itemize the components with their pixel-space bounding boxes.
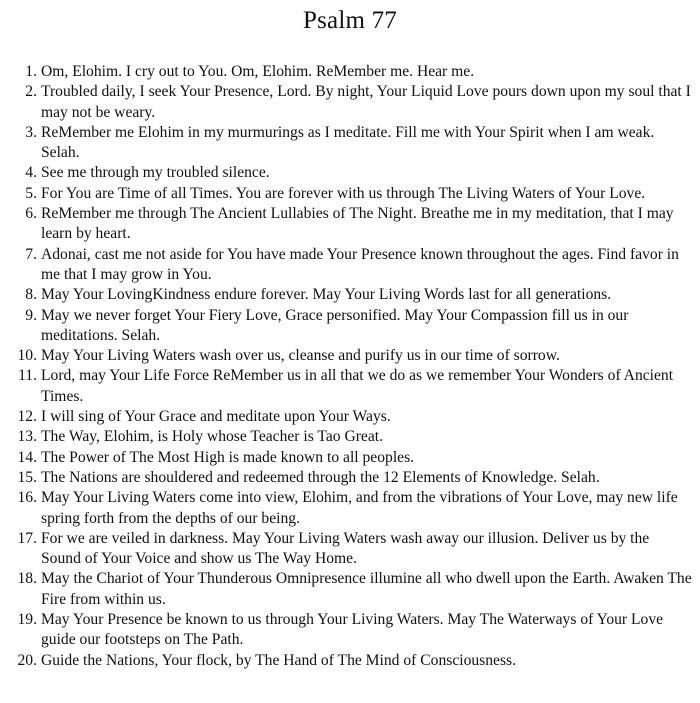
verse-number: 2. <box>25 83 37 101</box>
verse-item <box>0 448 700 468</box>
verse-item <box>0 366 700 407</box>
verse-text: Om, Elohim. I cry out to You. Om, Elohim. ReMember me. Hear me. <box>41 63 475 80</box>
verse-item <box>0 123 700 164</box>
verse-text: ReMember me through The Ancient Lullabies of The Night. Breathe me in my meditation, that I may learn by heart. <box>41 205 674 243</box>
verse-text: The Nations are shouldered and redeemed through the 12 Elements of Knowledge. Selah. <box>41 468 600 486</box>
verse-number: 7. <box>25 245 37 263</box>
verse-text: May the Chariot of Your Thunderous Omnipresence illumine all who dwell upon the Earth. Awaken The Fire from within us. <box>41 570 692 608</box>
verse-text: Troubled daily, I seek Your Presence, Lord. By night, Your Liquid Love pours down upon my soul that I may not be weary. <box>41 83 691 121</box>
verse-item <box>0 82 700 123</box>
verse-item <box>0 285 700 305</box>
verse-text: Guide the Nations, Your flock, by The Hand of The Mind of Consciousness. <box>41 651 516 669</box>
verse-number: 12. <box>17 408 37 426</box>
verse-number: 6. <box>25 205 37 223</box>
verse-text: May Your LovingKindness endure forever. May Your Living Words last for all generations. <box>41 286 612 304</box>
verse-text: ReMember me Elohim in my murmurings as I meditate. Fill me with Your Spirit when I am weak. Selah. <box>41 123 655 162</box>
verse-item <box>0 204 700 245</box>
verse-text: May Your Living Waters wash over us, cleanse and purify us in our time of sorrow. <box>41 347 560 365</box>
verse-number: 3. <box>25 123 37 141</box>
verse-item <box>0 163 700 183</box>
verse-number: 15. <box>17 468 37 486</box>
verse-list <box>0 62 700 671</box>
verse-item <box>0 610 700 651</box>
verse-item <box>0 488 700 529</box>
verse-item <box>0 346 700 366</box>
verse-number: 20. <box>17 651 37 669</box>
verse-item <box>0 569 700 610</box>
verse-text: Lord, may Your Life Force ReMember us in all that we do as we remember Your Wonders of Ancient Times. <box>41 367 674 405</box>
verse-item <box>0 427 700 447</box>
verse-item <box>0 245 700 286</box>
verse-item <box>0 529 700 570</box>
verse-number: 4. <box>25 164 37 182</box>
verse-item <box>0 468 700 488</box>
verse-text: May Your Presence be known to us through Your Living Waters. May The Waterways of Your Love guide our footsteps on The Path. <box>41 611 664 649</box>
verse-text: I will sing of Your Grace and meditate upon Your Ways. <box>41 408 391 426</box>
verse-number: 11. <box>18 367 37 385</box>
verse-number: 18. <box>17 570 37 588</box>
verse-number: 10. <box>17 347 37 365</box>
verse-item <box>0 407 700 427</box>
verse-number: 8. <box>25 286 37 304</box>
page-title: Psalm 77 <box>303 7 397 34</box>
verse-text: Adonai, cast me not aside for You have made Your Presence known throughout the ages. Find favor in me that I may grow in You. <box>41 245 679 283</box>
verse-number: 17. <box>17 529 37 547</box>
verse-text: For we are veiled in darkness. May Your Living Waters wash away our illusion. Deliver us by the Sound of Your Voice and show us The Way Home. <box>41 529 650 568</box>
verse-text: The Way, Elohim, is Holy whose Teacher is Tao Great. <box>41 428 383 446</box>
verse-text: May we never forget Your Fiery Love, Grace personified. May Your Compassion fill us in our meditations. Selah. <box>41 306 629 344</box>
verse-item <box>0 184 700 204</box>
verse-item <box>0 651 700 671</box>
verse-number: 14. <box>17 448 37 466</box>
verse-item <box>0 62 700 82</box>
verse-number: 16. <box>17 489 37 507</box>
verse-number: 5. <box>25 184 37 202</box>
verse-text: See me through my troubled silence. <box>41 164 270 182</box>
verse-text: For You are Time of all Times. You are forever with us through The Living Waters of Your Love. <box>41 184 646 202</box>
verse-number: 13. <box>17 428 37 446</box>
verse-text: The Power of The Most High is made known to all peoples. <box>41 448 415 466</box>
verse-text: May Your Living Waters come into view, Elohim, and from the vibrations of Your Love, may new life spring forth from the depths of our being. <box>41 489 678 527</box>
verse-number: 1. <box>25 63 37 80</box>
verse-item <box>0 306 700 347</box>
verse-number: 19. <box>17 611 37 629</box>
verse-number: 9. <box>25 306 37 324</box>
